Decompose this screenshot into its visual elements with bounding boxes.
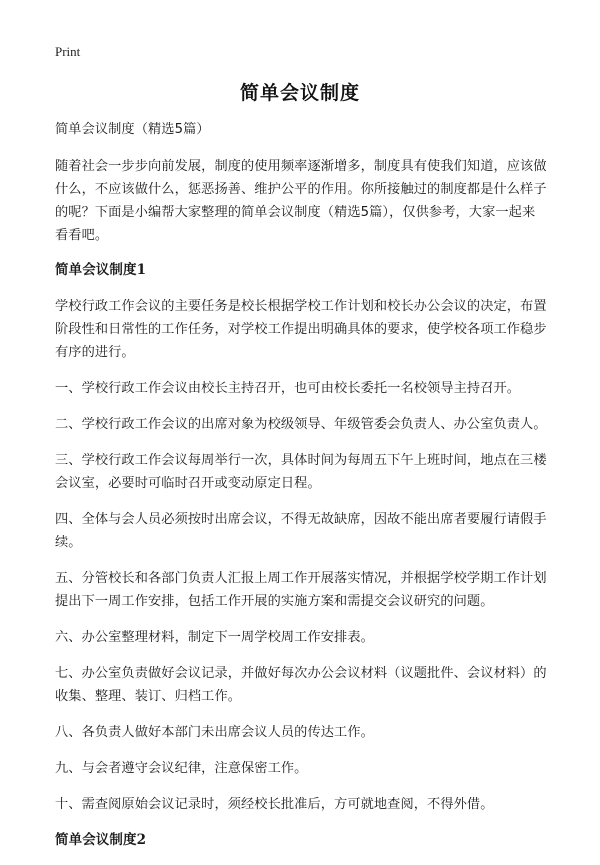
rule-item-9: 九、与会者遵守会议纪律，注意保密工作。 [55,761,308,776]
rule-item-5: 五、分管校长和各部门负责人汇报上周工作开展落实情况，并根据学校学期工作计划提出下一周工作安排，包括工作开展的实施方案和需提交会议研究的问题。 [55,571,547,609]
rule-item-8: 八、各负责人做好本部门未出席会议人员的传达工作。 [55,725,374,740]
print-link[interactable]: Print [55,44,81,59]
section-heading-1: 简单会议制度1 [55,262,147,278]
document-subtitle: 简单会议制度（精选5篇） [55,122,210,137]
rule-item-1: 一、学校行政工作会议由校长主持召开，也可由校长委托一名校领导主持召开。 [55,381,521,396]
rule-item-2: 二、学校行政工作会议的出席对象为校级领导、年级管委会负责人、办公室负责人。 [55,417,547,432]
intro-paragraph: 随着社会一步步向前发展，制度的使用频率逐渐增多，制度具有使我们知道，应该做什么，不应该做什么，惩恶扬善、维护公平的作用。你所接触过的制度都是什么样子的呢？下面是小编帮大家整理的简单会议制度（精选5篇），仅供参考，大家一起来看看吧。 [55,159,547,243]
document-body [55,118,548,865]
section1-lead-paragraph: 学校行政工作会议的主要任务是校长根据学校工作计划和校长办公会议的决定，布置阶段性和日常性的工作任务，对学校工作提出明确具体的要求，使学校各项工作稳步有序的进行。 [55,299,547,360]
rule-item-3: 三、学校行政工作会议每周举行一次，具体时间为每周五下午上班时间，地点在三楼会议室，必要时可临时召开或变动原定日程。 [55,453,547,491]
rule-item-6: 六、办公室整理材料，制定下一周学校周工作安排表。 [55,630,374,645]
page-title: 简单会议制度 [239,82,360,104]
section-heading-2: 简单会议制度2 [55,832,147,848]
rule-item-7: 七、办公室负责做好会议记录，并做好每次办公会议材料（议题批件、会议材料）的收集、整理、装订、归档工作。 [55,666,547,704]
rule-item-10: 十、需查阅原始会议记录时，须经校长批准后，方可就地查阅，不得外借。 [55,797,494,812]
rule-item-4: 四、全体与会人员必须按时出席会议，不得无故缺席，因故不能出席者要履行请假手续。 [55,512,547,550]
